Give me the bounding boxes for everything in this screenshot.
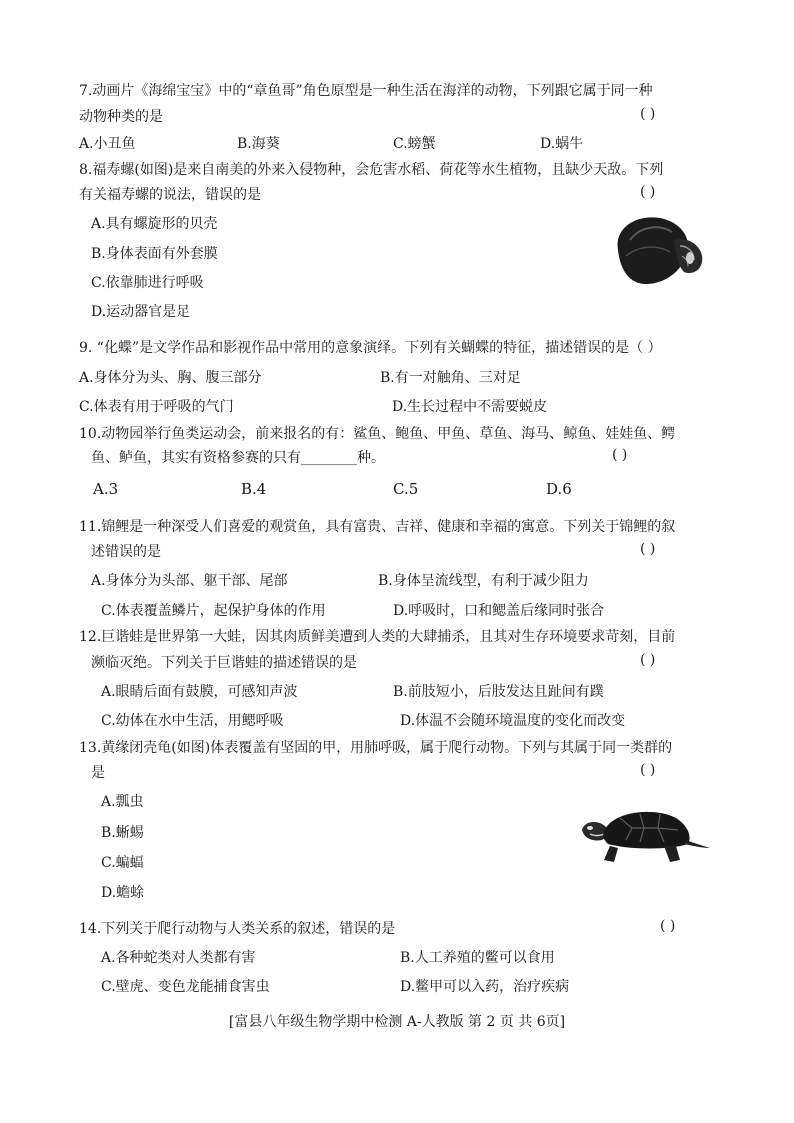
q14-answer-paren: ( ) [660, 918, 676, 934]
q11-answer-paren: ( ) [640, 541, 656, 557]
q7-option-a: A.小丑鱼 [79, 136, 136, 152]
q7-answer-paren: ( ) [640, 106, 656, 122]
q9-option-d: D.生长过程中不需要蜕皮 [392, 399, 548, 415]
q8-answer-paren: ( ) [640, 184, 656, 200]
q10-option-d: D.6 [546, 480, 572, 498]
q11-option-c: C.体表覆盖鳞片，起保护身体的作用 [101, 603, 326, 619]
q10-option-b: B.4 [241, 480, 267, 498]
q13-option-a: A.瓢虫 [101, 794, 144, 810]
q13-answer-paren: ( ) [640, 762, 656, 778]
q7-option-d: D.蜗牛 [540, 136, 584, 152]
q13-option-d: D.蟾蜍 [101, 885, 145, 901]
q10-stem-line2: 鱼、鲈鱼，其实有资格参赛的只有________种。 [91, 450, 385, 466]
q11-stem-line1: 11.锦鲤是一种深受人们喜爱的观赏鱼，具有富贵、吉祥、健康和幸福的寓意。下列关于锦鲤的叙 [79, 519, 676, 535]
q9-option-b: B.有一对触角、三对足 [380, 370, 521, 386]
q7-stem-line2: 动物种类的是 [79, 109, 163, 125]
q8-stem-line1: 8.福寿螺(如图)是来自南美的外来入侵物种，会危害水稻、荷花等水生植物，且缺少天敌。下列 [79, 162, 664, 178]
q14-option-a: A.各种蛇类对人类都有害 [101, 950, 256, 966]
q13-stem-line1: 13.黄缘闭壳龟(如图)体表覆盖有坚固的甲，用肺呼吸，属于爬行动物。下列与其属于同一类群的 [79, 740, 673, 756]
q8-stem-line2: 有关福寿螺的说法，错误的是 [79, 187, 261, 203]
q13-option-b: B.蜥蜴 [101, 825, 144, 841]
q8-option-b: B.身体表面有外套膜 [91, 246, 218, 262]
q8-option-a: A.具有螺旋形的贝壳 [91, 216, 218, 232]
q13-stem-line2: 是 [91, 765, 105, 781]
q12-option-c: C.幼体在水中生活，用鳃呼吸 [101, 713, 284, 729]
box-turtle-image [580, 806, 712, 866]
q7-stem-line1: 7.动画片《海绵宝宝》中的“章鱼哥”角色原型是一种生活在海洋的动物，下列跟它属于同一种 [79, 83, 653, 99]
q9-option-a: A.身体分为头、胸、腹三部分 [79, 370, 262, 386]
q14-stem-line1: 14.下列关于爬行动物与人类关系的叙述，错误的是 [79, 921, 396, 937]
q8-option-c: C.依靠肺进行呼吸 [91, 275, 204, 291]
q7-option-c: C.螃蟹 [393, 136, 436, 152]
q12-option-a: A.眼睛后面有鼓膜，可感知声波 [101, 684, 298, 700]
q10-option-a: A.3 [93, 480, 119, 498]
q7-option-b: B.海葵 [237, 136, 280, 152]
q14-option-c: C.壁虎、变色龙能捕食害虫 [101, 979, 270, 995]
q11-option-b: B.身体呈流线型，有利于减少阻力 [378, 573, 589, 589]
q9-stem-line1: 9. “化蝶”是文学作品和影视作品中常用的意象演绎。下列有关蝴蝶的特征，描述错误的是（ ） [79, 340, 662, 356]
q12-option-b: B.前肢短小，后肢发达且趾间有蹼 [393, 684, 604, 700]
q12-option-d: D.体温不会随环境温度的变化而改变 [400, 713, 626, 729]
q11-option-d: D.呼吸时，口和鳃盖后缘同时张合 [393, 603, 605, 619]
q12-answer-paren: ( ) [640, 652, 656, 668]
q10-option-c: C.5 [393, 480, 419, 498]
apple-snail-image [610, 210, 706, 290]
page-footer: [富县八年级生物学期中检测 A-人教版 第 2 页 共 6页] [228, 1014, 566, 1030]
q14-option-d: D.鳖甲可以入药，治疗疾病 [400, 979, 570, 995]
q14-option-b: B.人工养殖的鳖可以食用 [400, 950, 555, 966]
q13-option-c: C.蝙蝠 [101, 855, 144, 871]
q11-option-a: A.身体分为头部、躯干部、尾部 [91, 573, 288, 589]
q10-answer-paren: ( ) [612, 447, 628, 463]
q10-stem-line1: 10.动物园举行鱼类运动会，前来报名的有：鲨鱼、鲍鱼、甲鱼、草鱼、海马、鲸鱼、娃娃鱼、鳄 [79, 426, 676, 442]
q12-stem-line1: 12.巨谐蛙是世界第一大蛙，因其肉质鲜美遭到人类的大肆捕杀，且其对生存环境要求苛刻，目前 [79, 629, 676, 645]
q8-option-d: D.运动器官是足 [91, 304, 191, 320]
q9-option-c: C.体表有用于呼吸的气门 [79, 399, 234, 415]
q12-stem-line2: 濒临灭绝。下列关于巨谐蛙的描述错误的是 [91, 655, 357, 671]
q11-stem-line2: 述错误的是 [91, 544, 161, 560]
